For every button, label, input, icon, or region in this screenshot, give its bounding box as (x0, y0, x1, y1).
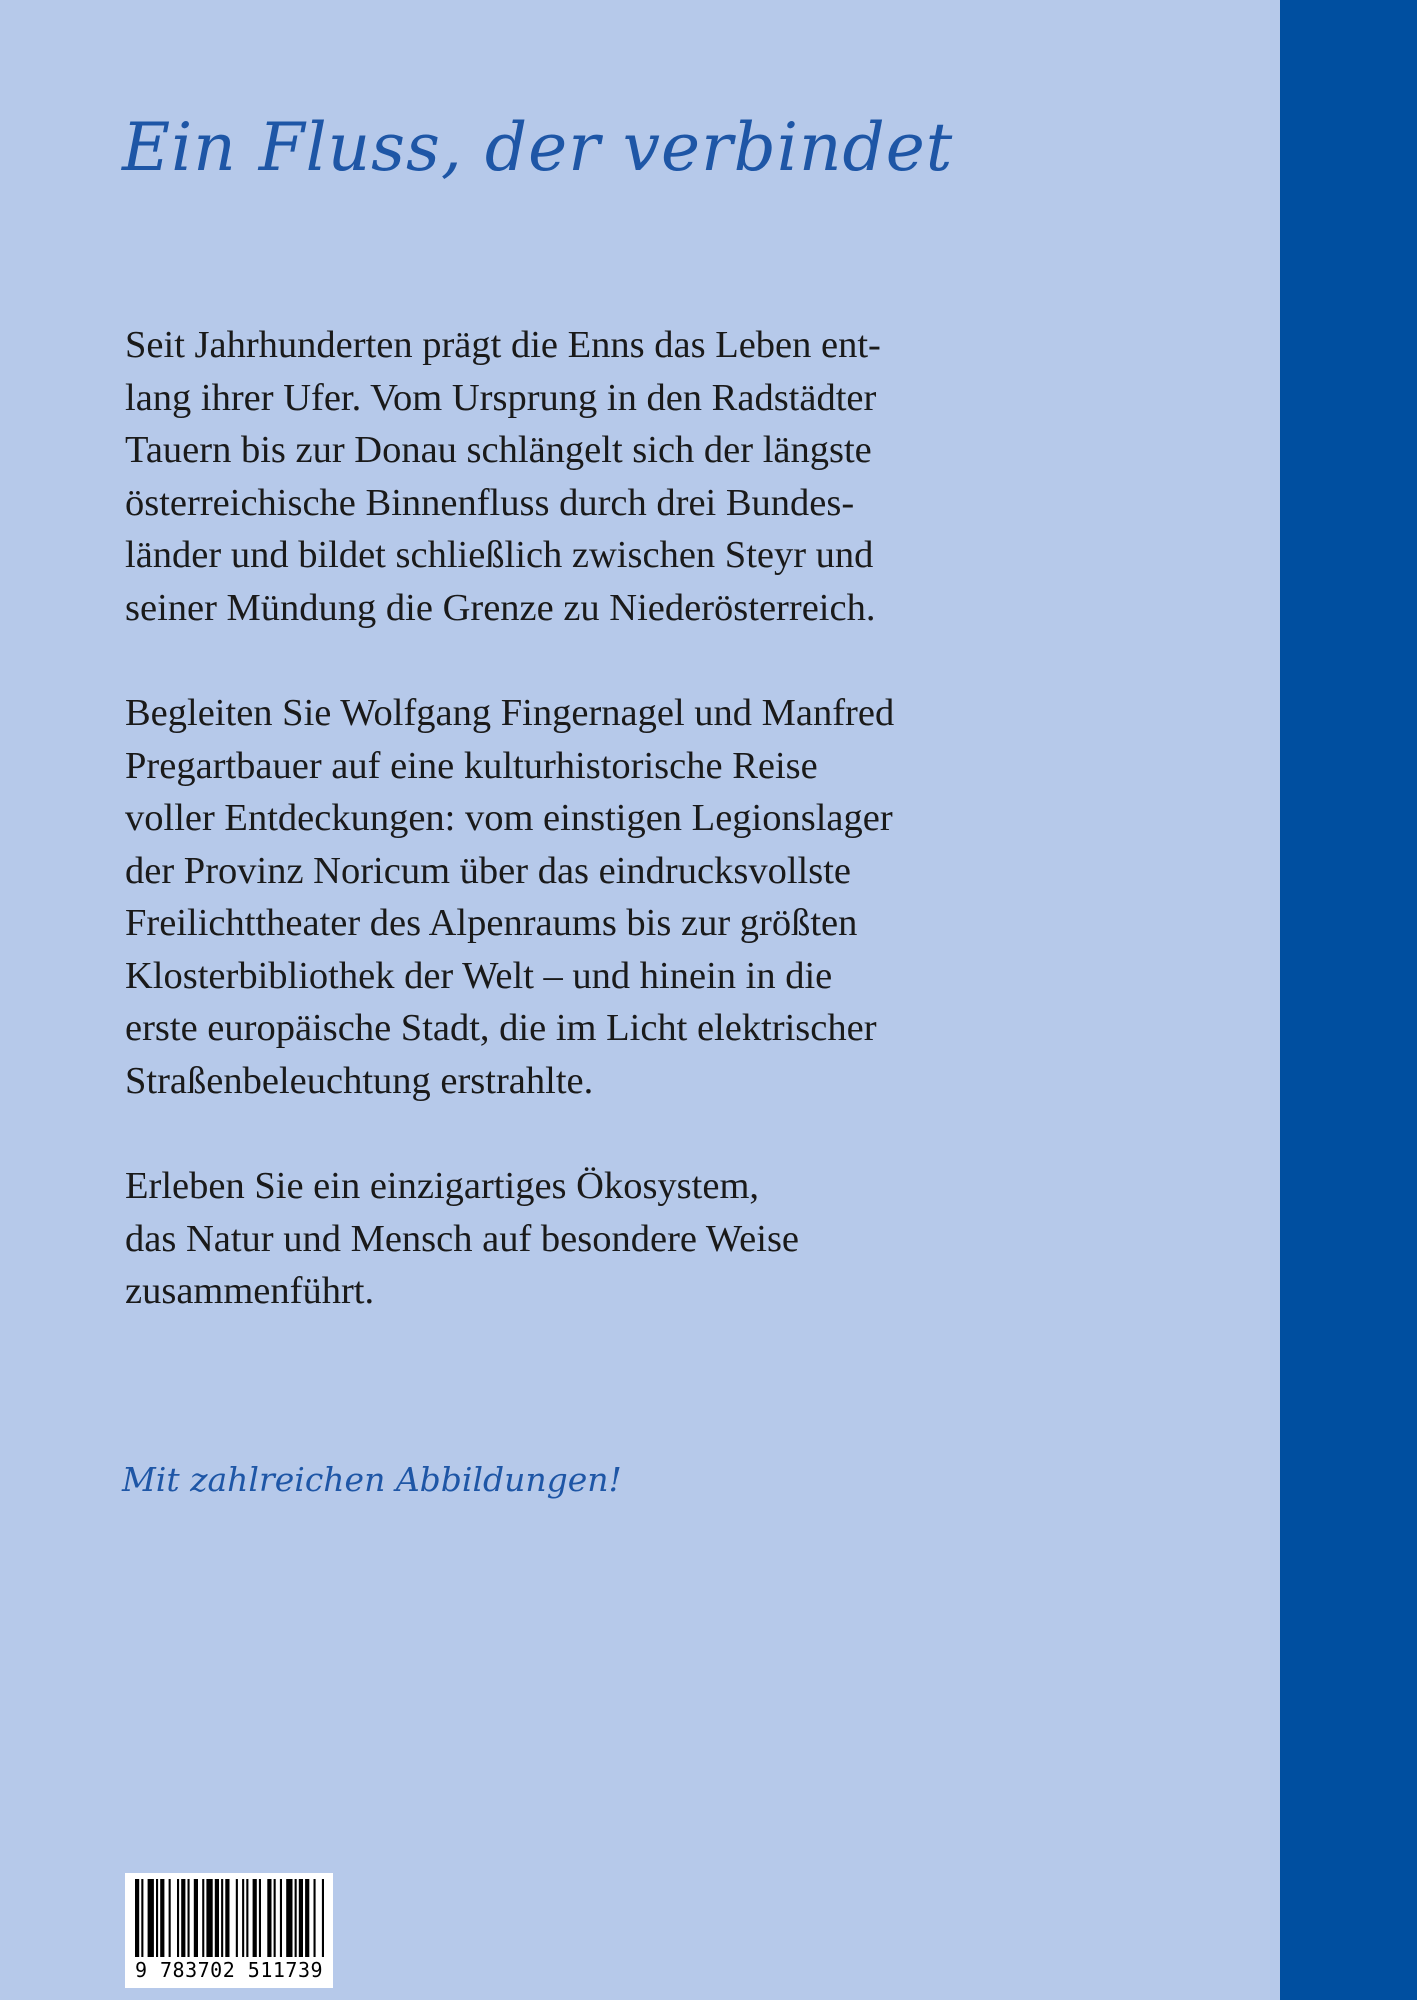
blurb-text (125, 319, 960, 1371)
text-line: voller Entdeckungen: vom einstigen Legionslager (125, 797, 893, 839)
text-line: Freilichttheater des Alpenraums bis zur größten (125, 902, 858, 944)
blurb-paragraph-2 (125, 687, 960, 1107)
blurb-paragraph-3 (125, 1160, 960, 1318)
text-line: das Natur und Mensch auf besondere Weise (125, 1217, 800, 1260)
text-line: erste europäische Stadt, die im Licht elektrischer (125, 1007, 877, 1049)
spine-color-band (1280, 0, 1417, 2000)
text-line: seiner Mündung die Grenze zu Niederösterreich. (125, 586, 876, 629)
text-line: Begleiten Sie Wolfgang Fingernagel und Manfred (125, 692, 895, 734)
text-line: der Provinz Noricum über das eindrucksvollste (125, 849, 851, 892)
text-line: Erleben Sie ein einzigartiges Ökosystem, (125, 1165, 760, 1207)
text-line: Tauern bis zur Donau schlängelt sich der längste (125, 429, 872, 471)
cover-title: Ein Fluss, der verbindet (122, 109, 954, 186)
isbn-barcode (125, 1873, 333, 1988)
text-line: Seit Jahrhunderten prägt die Enns das Leben ent- (125, 324, 881, 366)
blurb-paragraph-1 (125, 319, 960, 634)
text-line: länder und bildet schließlich zwischen Steyr und (125, 534, 874, 576)
text-line: Klosterbibliothek der Welt – und hinein in die (125, 954, 833, 997)
text-line: lang ihrer Ufer. Vom Ursprung in den Radstädter (125, 376, 877, 419)
text-line: zusammenführt. (125, 1270, 375, 1312)
text-line: österreichische Binnenfluss durch drei Bundes- (125, 481, 855, 524)
text-line: Straßenbeleuchtung erstrahlte. (125, 1059, 594, 1102)
isbn-digits: 9 783702 511739 (134, 1958, 324, 1982)
tagline: Mit zahlreichen Abbildungen! (122, 1460, 622, 1499)
text-line: Pregartbauer auf eine kulturhistorische Reise (125, 744, 818, 787)
